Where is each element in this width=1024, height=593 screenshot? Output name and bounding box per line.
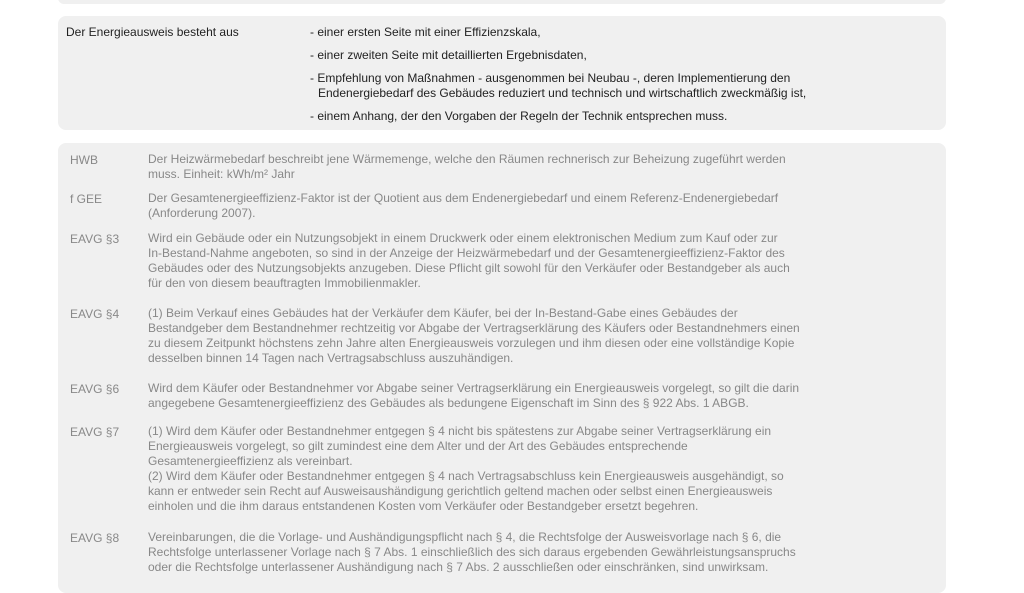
definition-line: desselben binnen 14 Tagen nach Vertragsabschluss auszuhändigen.: [148, 351, 514, 365]
definition-line: kann er entweder sein Recht auf Ausweisaushändigung gerichtlich geltend machen oder selbst einen Energieausweis: [148, 484, 773, 498]
structure-item: [310, 71, 916, 101]
definition-line: zu diesem Zeitpunkt höchstens zehn Jahre alten Energieausweis vorzulegen und ihm diesen oder eine vollständige Kopie: [148, 336, 795, 350]
definition-line: (1) Wird dem Käufer oder Bestandnehmer entgegen § 4 nicht bis spätestens zur Abgabe seiner Vertragserklärung ein: [148, 424, 772, 438]
definition-term: EAVG §7: [70, 425, 120, 439]
definition-line: Der Heizwärmebedarf beschreibt jene Wärmemenge, welche den Räumen rechnerisch zur Beheizung zugeführt werden: [148, 152, 786, 166]
definition-text: [148, 530, 906, 575]
definition-term: HWB: [70, 153, 98, 167]
definition-line: Wird dem Käufer oder Bestandnehmer vor Abgabe seiner Vertragserklärung ein Energieausweis vorgelegt, so gilt die darin: [148, 381, 800, 395]
definition-line: (2) Wird dem Käufer oder Bestandnehmer entgegen § 4 nach Vertragsabschluss kein Energieausweis ausgehändigt, so: [148, 469, 784, 483]
structure-item: - einer zweiten Seite mit detaillierten Ergebnisdaten,: [310, 48, 587, 62]
definition-line: Energieausweis vorgelegt, so gilt zumindest eine dem Alter und der Art des Gebäudes entsprechende: [148, 439, 688, 453]
definition-line: für den von diesem beauftragten Immobilienmakler.: [148, 276, 421, 290]
previous-section-edge: [58, 0, 946, 4]
definition-term: EAVG §6: [70, 382, 120, 396]
definitions-box: [58, 143, 946, 593]
definition-line: Vereinbarungen, die die Vorlage- und Aushändigungspflicht nach § 4, die Rechtsfolge der Ausweisvorlage nach § 6, die: [148, 530, 782, 544]
definition-term: EAVG §3: [70, 232, 120, 246]
definition-line: (Anforderung 2007).: [148, 206, 256, 220]
structure-item-list: [310, 25, 916, 132]
definition-text: [148, 424, 906, 514]
definition-line: Bestandgeber dem Bestandnehmer rechtzeitig vor Abgabe der Vertragserklärung des Käufers oder Bestandnehmers einen: [148, 321, 800, 335]
definition-term: EAVG §8: [70, 531, 120, 545]
definition-line: muss. Einheit: kWh/m² Jahr: [148, 167, 295, 181]
definition-line: In-Bestand-Nahme angeboten, so sind in der Anzeige der Heizwärmebedarf und der Gesamtenergieeffizienz-Faktor des: [148, 246, 785, 260]
definition-term: f GEE: [70, 192, 103, 206]
definition-line: Gebäudes oder des Nutzungsobjekts anzugeben. Diese Pflicht gilt sowohl für den Verkäufer oder Bestandgeber als auch: [148, 261, 790, 275]
definition-text: [148, 231, 906, 291]
definition-line: angegebene Gesamtenergieeffizienz des Gebäudes als bedungene Eigenschaft im Sinn des § 922 Abs. 1 ABGB.: [148, 396, 749, 410]
structure-item: - einer ersten Seite mit einer Effizienzskala,: [310, 25, 541, 39]
definition-line: Gesamtenergieeffizienz als vereinbart.: [148, 454, 353, 468]
structure-intro-label: Der Energieausweis besteht aus: [66, 25, 239, 39]
energieausweis-structure-box: [58, 16, 946, 130]
structure-item-line-continued: Endenergiebedarf des Gebäudes reduziert und technisch und wirtschaftlich zweckmäßig ist,: [318, 86, 807, 100]
definition-text: [148, 152, 906, 182]
structure-item-line: - Empfehlung von Maßnahmen - ausgenommen bei Neubau -, deren Implementierung den: [310, 71, 791, 85]
definition-line: Der Gesamtenergieeffizienz-Faktor ist der Quotient aus dem Endenergiebedarf und einem Referenz-Endenergiebedarf: [148, 191, 779, 205]
definition-line: oder die Rechtsfolge unterlassener Aushändigung nach § 7 Abs. 2 ausschließen oder einschränken, sind unwirksam.: [148, 560, 769, 574]
definition-line: einholen und die ihm daraus entstandenen Kosten vom Verkäufer oder Bestandgeber ersetzt begehren.: [148, 499, 699, 513]
definition-text: [148, 306, 906, 366]
definition-term: EAVG §4: [70, 307, 120, 321]
structure-item: - einem Anhang, der den Vorgaben der Regeln der Technik entsprechen muss.: [310, 109, 728, 123]
definition-text: [148, 381, 906, 411]
definition-text: [148, 191, 906, 221]
definition-line: Wird ein Gebäude oder ein Nutzungsobjekt in einem Druckwerk oder einem elektronischen Medium zum Kauf oder zur: [148, 231, 778, 245]
definition-line: Rechtsfolge unterlassener Vorlage nach § 7 Abs. 1 einschließlich des sich daraus ergebenden Gewährleistungsanspruchs: [148, 545, 796, 559]
definition-line: (1) Beim Verkauf eines Gebäudes hat der Verkäufer dem Käufer, bei der In-Bestand-Gabe eines Gebäudes der: [148, 306, 738, 320]
